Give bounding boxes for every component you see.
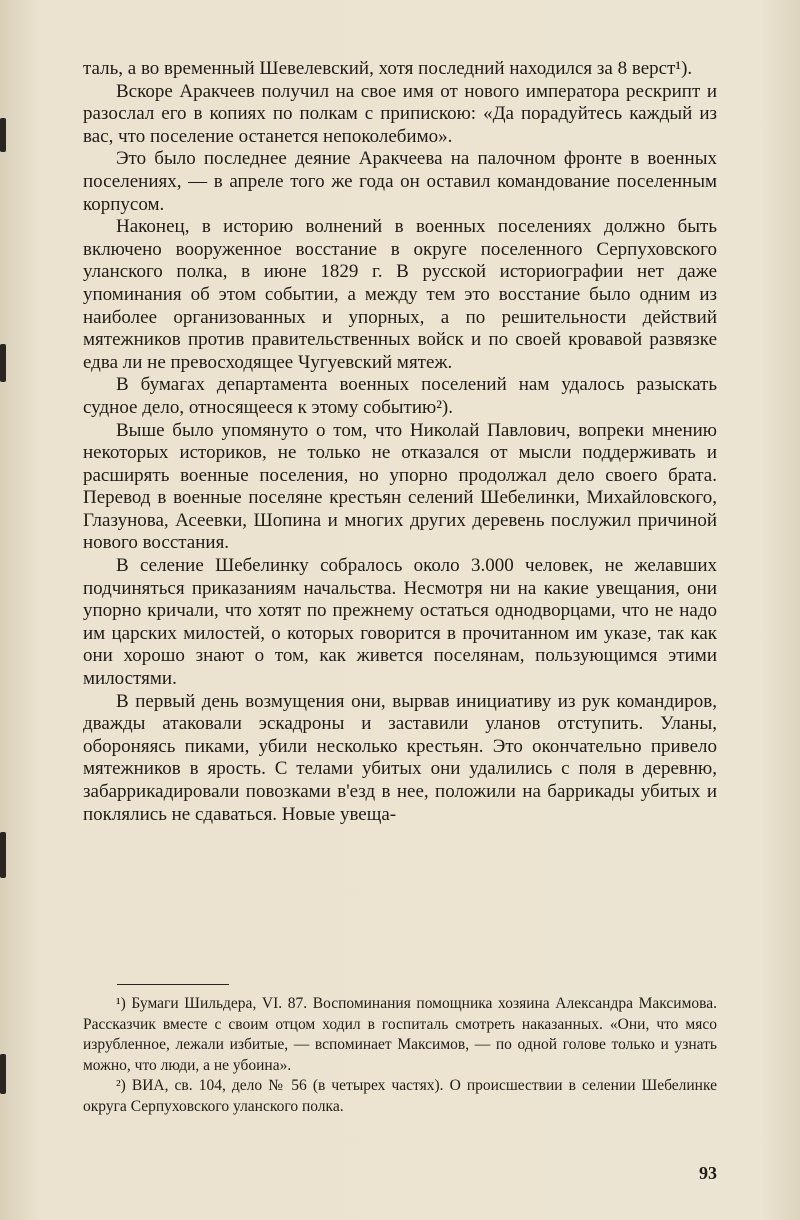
page-number: 93 — [699, 1163, 717, 1183]
footnote: ²) ВИА, св. 104, дело № 56 (в четырех частях). О происшествии в селении Шебелинке округа Серпуховского уланского полка. — [83, 1077, 717, 1115]
paragraph: В первый день возмущения они, вырвав инициативу из рук командиров, дважды атаковали эскадроны и заставили уланов отступить. Уланы, обороняясь пиками, убили несколько крестьян. Это окончательно привело мятежников в ярость. С телами убитых они удалились с поля в деревню, забаррикадировали повозками в'езд в нее, положили на баррикады убитых и поклялись не сдаваться. Новые увеща- — [83, 690, 717, 825]
binding-mark — [0, 118, 6, 152]
binding-mark — [0, 1054, 6, 1094]
footnote-separator — [117, 984, 229, 985]
paragraph: В селение Шебелинку собралось около 3.000 человек, не желавших подчиняться приказаниям начальства. Несмотря ни на какие увещания, они упорно кричали, что хотят по прежнему остаться однодворцами, что не надо им царских милостей, о которых говорится в прочитанном им указе, так как они хорошо знают о том, как живется поселянам, пользующимся этими милостями. — [83, 555, 717, 690]
footnotes — [83, 994, 717, 1117]
paragraph: Вскоре Аракчеев получил на свое имя от нового императора рескрипт и разослал его в копиях по полкам с припискою: «Да порадуйтесь каждый из вас, что поселение останется непоколебимо». — [83, 80, 717, 147]
main-text — [83, 58, 717, 826]
binding-mark — [0, 832, 6, 878]
footnote: ¹) Бумаги Шильдера, VI. 87. Воспоминания помощника хозяина Александра Максимова. Рассказчик вместе с своим отцом ходил в госпиталь смотреть наказанных. «Они, что мясо изрубленное, лежали избитые, — вспоминает Максимов, — по одной голове только и узнать можно, что люди, а не убоина». — [83, 995, 717, 1074]
paragraph: Наконец, в историю волнений в военных поселениях должно быть включено вооруженное восстание в округе поселенного Серпуховского уланского полка, в июне 1829 г. В русской историографии нет даже упоминания об этом событии, а между тем это восстание было одним из наиболее организованных и упорных, а по решительности действий мятежников против правительственных войск и по своей кровавой развязке едва ли не превосходящее Чугуевский мятеж. — [83, 216, 717, 373]
binding-mark — [0, 344, 6, 382]
paragraph: В бумагах департамента военных поселений нам удалось разыскать судное дело, относящееся к этому событию²). — [83, 374, 717, 418]
paragraph: таль, а во временный Шевелевский, хотя последний находился за 8 верст¹). — [83, 58, 693, 79]
paragraph: Выше было упомянуто о том, что Николай Павлович, вопреки мнению некоторых историков, не только не отказался от мысли поддерживать и расширять военные поселения, но упорно продолжал дело своего брата. Перевод в военные поселяне крестьян селений Шебелинки, Михайловского, Глазунова, Асеевки, Шопина и многих других деревень послужил причиной нового восстания. — [83, 419, 717, 554]
paragraph: Это было последнее деяние Аракчеева на палочном фронте в военных поселениях, — в апреле того же года он оставил командование поселенным корпусом. — [83, 148, 717, 215]
